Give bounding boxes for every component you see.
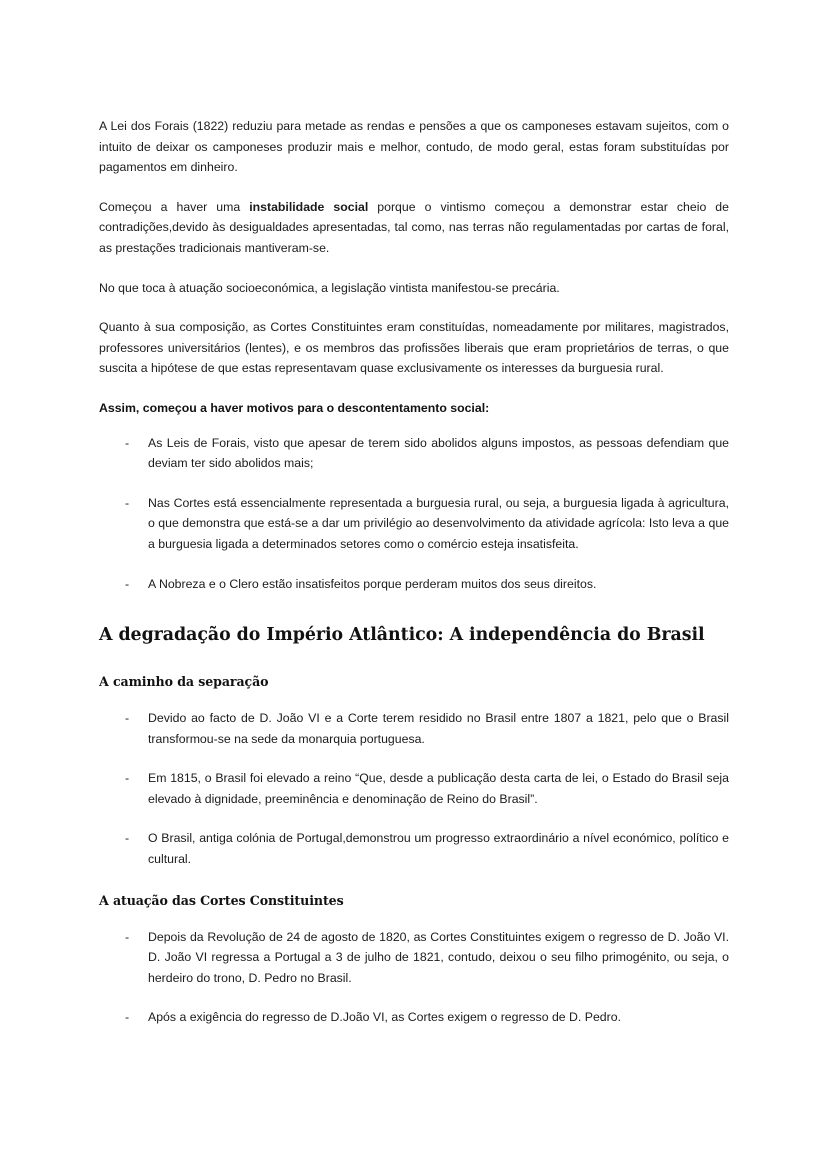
spacer bbox=[99, 594, 729, 623]
paragraph-composicao-cortes: Quanto à sua composição, as Cortes Constituintes eram constituídas, nomeadamente por militares, magistrados, professores universitários (lentes), e os membros das profissões liberais que eram proprietários de terras, o que suscita a hipótese de que estas representavam quase exclusivamente os interesses da burguesia rural. bbox=[99, 320, 729, 376]
list-item-text: As Leis de Forais, visto que apesar de terem sido abolidos alguns impostos, as pessoas defendiam que deviam ter sido abolidos mais; bbox=[148, 435, 729, 471]
spacer bbox=[99, 647, 729, 673]
paragraph-instabilidade-social bbox=[99, 197, 729, 259]
paragraph-text-after-bold: porque o vintismo começou a demonstrar estar cheio de contradições,devido às desigualdades apresentadas, tal como, nas terras não regulamentadas por cartas de foral, as prestações tradicionais mantiveram-se. bbox=[99, 199, 729, 255]
spacer bbox=[99, 870, 729, 892]
bullet-dash-icon: - bbox=[125, 435, 130, 450]
list-item bbox=[99, 433, 729, 474]
list-descontentamento-social bbox=[99, 433, 729, 595]
bullet-dash-icon: - bbox=[125, 495, 130, 510]
section-heading-degradacao-imperio: A degradação do Império Atlântico: A independência do Brasil bbox=[99, 625, 705, 646]
bullet-dash-icon: - bbox=[125, 711, 130, 726]
list-item-text: A Nobreza e o Clero estão insatisfeitos porque perderam muitos dos seus direitos. bbox=[148, 576, 597, 591]
document-content bbox=[99, 116, 729, 1028]
spacer bbox=[99, 691, 729, 708]
list-item bbox=[99, 927, 729, 989]
list-item bbox=[99, 493, 729, 555]
lead-in-descontentamento-social: Assim, começou a haver motivos para o descontentamento social: bbox=[99, 400, 490, 415]
spacer bbox=[99, 910, 729, 927]
paragraph-atuacao-socioeconomica: No que toca à atuação socioeconómica, a legislação vintista manifestou-se precária. bbox=[99, 280, 560, 295]
bullet-dash-icon: - bbox=[125, 929, 130, 944]
list-item bbox=[99, 1007, 729, 1028]
list-item bbox=[99, 708, 729, 749]
bullet-dash-icon: - bbox=[125, 771, 130, 786]
paragraph-text-before-bold: Começou a haver uma bbox=[99, 199, 250, 214]
list-item-text: Em 1815, o Brasil foi elevado a reino “Que, desde a publicação desta carta de lei, o Estado do Brasil seja elevado à dignidade, preeminência e denominação de Reino do Brasil”. bbox=[148, 771, 729, 806]
list-item-text: Depois da Revolução de 24 de agosto de 1820, as Cortes Constituintes exigem o regresso de D. João VI. D. João VI regressa a Portugal a 3 de julho de 1821, contudo, deixou o seu filho primogénito, ou seja, o herdeiro do trono, D. Pedro no Brasil. bbox=[148, 929, 729, 985]
paragraph-lei-dos-forais: A Lei dos Forais (1822) reduziu para metade as rendas e pensões a que os camponeses estavam sujeitos, com o intuito de deixar os camponeses produzir mais e melhor, contudo, de modo geral, estas foram substituídas por pagamentos em dinheiro. bbox=[99, 119, 729, 175]
list-item-text: O Brasil, antiga colónia de Portugal,demonstrou um progresso extraordinário a nível económico, político e cultural. bbox=[148, 831, 729, 867]
list-item-text: Devido ao facto de D. João VI e a Corte terem residido no Brasil entre 1807 a 1821, pelo que o Brasil transformou-se na sede da monarquia portuguesa. bbox=[148, 711, 729, 746]
list-item bbox=[99, 768, 729, 809]
list-item-text: Nas Cortes está essencialmente representada a burguesia rural, ou seja, a burguesia ligada à agricultura, o que demonstra que está-se a dar um privilégio ao desenvolvimento da atividade agrícola: Isto leva a que a burguesia ligada a determinados setores como o comércio esteja insatisfeita. bbox=[148, 495, 729, 551]
bullet-dash-icon: - bbox=[125, 576, 130, 591]
subsection-heading-atuacao-cortes: A atuação das Cortes Constituintes bbox=[99, 892, 344, 908]
list-atuacao-cortes bbox=[99, 927, 729, 1028]
list-caminho-separacao bbox=[99, 708, 729, 870]
list-item bbox=[99, 828, 729, 869]
bullet-dash-icon: - bbox=[125, 831, 130, 846]
list-item bbox=[99, 574, 729, 595]
bold-term-instabilidade-social: instabilidade social bbox=[249, 199, 369, 214]
bullet-dash-icon: - bbox=[125, 1010, 130, 1025]
list-item-text: Após a exigência do regresso de D.João VI, as Cortes exigem o regresso de D. Pedro. bbox=[148, 1010, 621, 1025]
subsection-heading-caminho-separacao: A caminho da separação bbox=[99, 674, 269, 690]
